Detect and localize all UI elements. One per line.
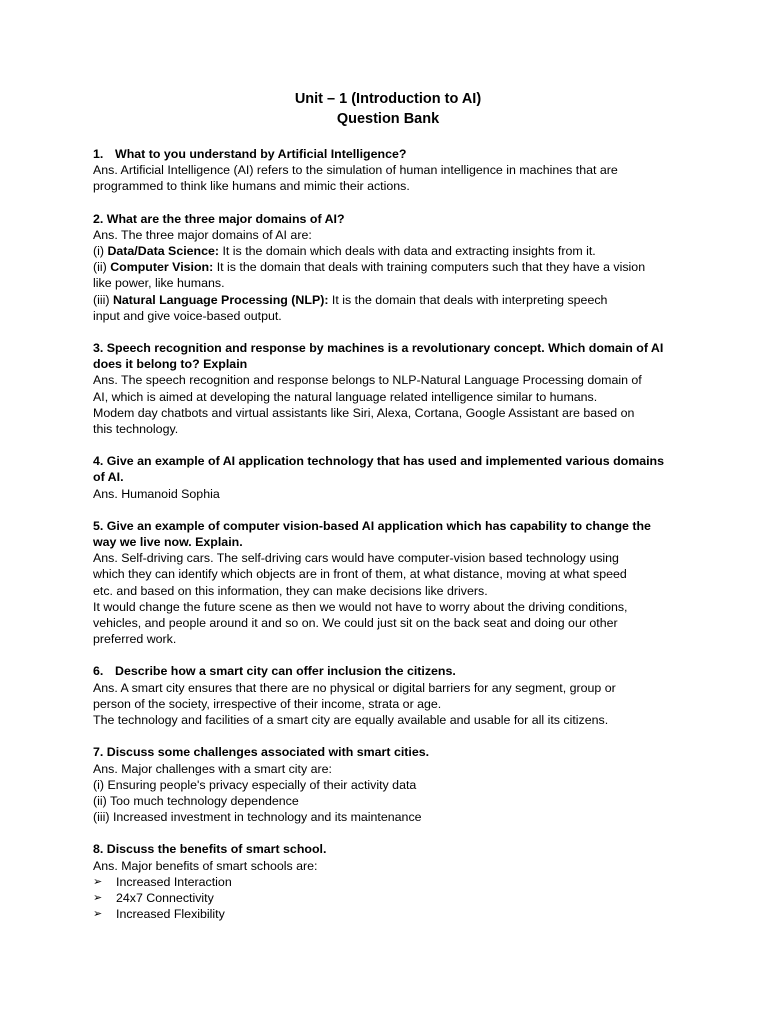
question-block-1 xyxy=(93,146,683,195)
question-6 xyxy=(93,663,683,679)
answer-line: this technology. xyxy=(93,422,179,437)
bullet-text: Increased Flexibility xyxy=(116,907,225,922)
answer-line: which they can identify which objects are in front of them, at what distance, moving at what speed xyxy=(93,567,627,582)
answer-item xyxy=(93,292,683,308)
item-text: It is the domain that deals with training computers such that they have a vision xyxy=(213,260,646,275)
answer-item-continued: like power, like humans. xyxy=(93,276,225,291)
answer-line: (i) Ensuring people's privacy especially of their activity data xyxy=(93,777,417,792)
bullet-item xyxy=(93,906,683,922)
question-block-6 xyxy=(93,663,683,728)
answer-line: Ans. Self-driving cars. The self-driving cars would have computer-vision based technology using xyxy=(93,551,619,566)
document-subtitle: Question Bank xyxy=(336,110,440,127)
question-1 xyxy=(93,146,683,162)
arrow-bullet-icon: ➢ xyxy=(93,890,103,904)
answer-line: preferred work. xyxy=(93,632,177,647)
document-title: Unit – 1 (Introduction to AI) xyxy=(294,91,482,107)
answer-line: Ans. Artificial Intelligence (AI) refers to the simulation of human intelligence in machines that are xyxy=(93,163,618,178)
arrow-bullet-icon: ➢ xyxy=(93,874,103,888)
item-prefix: (ii) xyxy=(93,260,111,275)
question-block-8 xyxy=(93,841,683,922)
question-number: 6. xyxy=(93,664,104,679)
document-content xyxy=(93,90,683,938)
question-5-line: way we live now. Explain. xyxy=(93,535,243,550)
answer-line: (ii) Too much technology dependence xyxy=(93,793,299,808)
item-term: Data/Data Science: xyxy=(107,244,220,259)
arrow-bullet-icon: ➢ xyxy=(93,907,103,921)
answer-intro: Ans. Major benefits of smart schools are: xyxy=(93,858,318,873)
question-2: 2. What are the three major domains of AI? xyxy=(93,211,345,226)
answer-intro: Ans. The three major domains of AI are: xyxy=(93,227,312,242)
question-block-2 xyxy=(93,211,683,324)
question-block-4 xyxy=(93,453,683,502)
question-4-line: of AI. xyxy=(93,470,124,485)
answer-line: The technology and facilities of a smart city are equally available and usable for all its citizens. xyxy=(93,713,609,728)
answer-item xyxy=(93,259,683,275)
bullet-item xyxy=(93,874,683,890)
answer-item xyxy=(93,243,683,259)
question-4-line: 4. Give an example of AI application technology that has used and implemented various domains xyxy=(93,454,665,469)
answer-item-continued: input and give voice-based output. xyxy=(93,308,282,323)
question-block-5 xyxy=(93,518,683,648)
question-number: 1. xyxy=(93,147,104,161)
bullet-text: Increased Interaction xyxy=(116,874,232,889)
answer-line: person of the society, irrespective of their income, strata or age. xyxy=(93,696,442,711)
question-8: 8. Discuss the benefits of smart school. xyxy=(93,842,327,857)
answer-line: AI, which is aimed at developing the natural language related intelligence similar to humans. xyxy=(93,389,598,404)
question-7: 7. Discuss some challenges associated with smart cities. xyxy=(93,745,430,760)
bullet-item xyxy=(93,890,683,906)
bullet-text: 24x7 Connectivity xyxy=(116,890,214,905)
question-text: What to you understand by Artificial Intelligence? xyxy=(115,147,407,161)
item-text: It is the domain that deals with interpreting speech xyxy=(328,292,608,307)
answer-line: Modem day chatbots and virtual assistants like Siri, Alexa, Cortana, Google Assistant are based on xyxy=(93,405,635,420)
answer-line: Ans. The speech recognition and response belongs to NLP-Natural Language Processing domain of xyxy=(93,373,642,388)
item-term: Natural Language Processing (NLP): xyxy=(112,292,329,307)
answer-line: Ans. Major challenges with a smart city are: xyxy=(93,761,332,776)
item-prefix: (i) xyxy=(93,244,108,259)
answer-line: vehicles, and people around it and so on. We could just sit on the back seat and doing our other xyxy=(93,616,618,631)
question-5-line: 5. Give an example of computer vision-based AI application which has capability to change the xyxy=(93,518,651,533)
item-text: It is the domain which deals with data and extracting insights from it. xyxy=(219,244,596,259)
answer-line: programmed to think like humans and mimic their actions. xyxy=(93,179,410,194)
item-prefix: (iii) xyxy=(93,292,113,307)
answer-line: Ans. Humanoid Sophia xyxy=(93,486,220,501)
answer-line: (iii) Increased investment in technology and its maintenance xyxy=(93,810,422,825)
question-3-line: does it belong to? Explain xyxy=(93,357,248,372)
question-text: Describe how a smart city can offer inclusion the citizens. xyxy=(115,664,456,679)
question-block-7 xyxy=(93,744,683,825)
answer-line: It would change the future scene as then we would not have to worry about the driving conditions, xyxy=(93,599,628,614)
item-term: Computer Vision: xyxy=(110,260,214,275)
question-block-3 xyxy=(93,340,683,437)
answer-line: etc. and based on this information, they can make decisions like drivers. xyxy=(93,583,488,598)
answer-line: Ans. A smart city ensures that there are no physical or digital barriers for any segment, group or xyxy=(93,680,616,695)
question-3-line: 3. Speech recognition and response by machines is a revolutionary concept. Which domain of AI xyxy=(93,341,664,356)
